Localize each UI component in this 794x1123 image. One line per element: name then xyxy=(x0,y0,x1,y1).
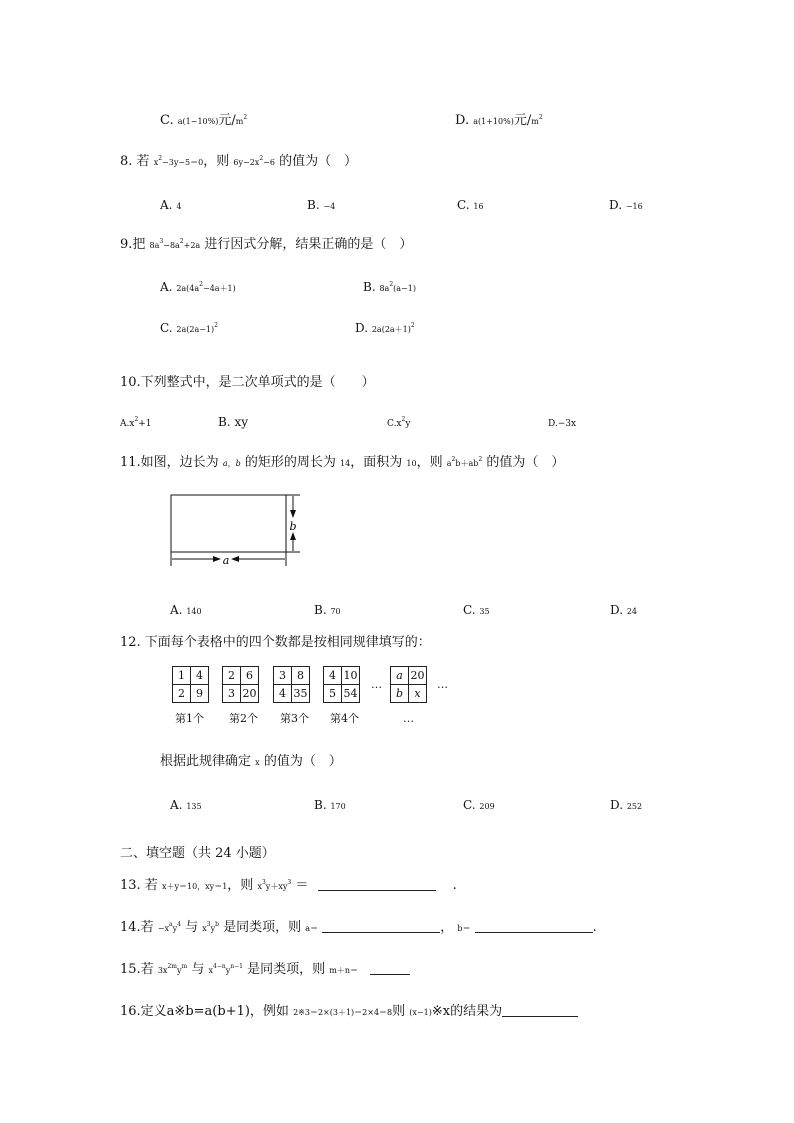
q15-answer-blank[interactable] xyxy=(370,962,410,975)
q15-stem: 15.若 $3x^{2m}y^m$ 与 $x^{4-n}y^{n-1}$ 是同类项，则 m＋n＝ xyxy=(120,962,410,979)
q11-stem: 11.如图，边长为 a，b 的矩形的周长为 14，面积为 10，则 $a^2b+ab^2$ 的值为（ ） xyxy=(120,455,565,470)
q14-answer-a-blank[interactable] xyxy=(322,920,440,933)
number-table-1: 1 4 2 9 xyxy=(172,666,209,703)
q8-option-a: A. 4 xyxy=(160,198,182,212)
q16-stem: 16.定义a※b=a(b+1)，例如 2※3＝2×(3＋1)＝2×4＝8则 (x−1)※x的结果为 xyxy=(120,1004,578,1021)
q9-stem: 9.把 $8a^3-8a^2+2a$ 进行因式分解，结果正确的是（ ） xyxy=(120,237,413,252)
q11-option-c: C. 35 xyxy=(463,603,490,617)
rectangle-figure xyxy=(166,490,302,572)
table-caption-2: 第2个 xyxy=(229,712,258,725)
q14-answer-b-blank[interactable] xyxy=(475,920,593,933)
number-table-5: a 20 b x xyxy=(390,666,427,703)
section-title: 二、填空题（共 24 小题） xyxy=(120,846,275,861)
q13-answer-blank[interactable] xyxy=(318,878,436,891)
table-caption-4: 第4个 xyxy=(330,712,359,725)
q8-option-d: D. −16 xyxy=(609,198,643,212)
q14-stem: 14.若 $-x^ay^4$ 与 $x^3y^b$ 是同类项，则 a＝ ， b＝ . xyxy=(120,920,597,935)
q9-option-c: C. $2a(2a-1)^2$ xyxy=(160,321,218,335)
q10-option-b: B. xy xyxy=(218,415,248,429)
q10-stem: 10.下列整式中，是二次单项式的是（ ） xyxy=(120,375,375,390)
number-table-3: 3 8 4 35 xyxy=(273,666,310,703)
q8-stem: 8. 若 $x^2-3y-5=0$，则 $6y-2x^2-6$ 的值为（ ） xyxy=(120,154,358,169)
figure-label-b: b xyxy=(289,520,297,533)
table-caption-3: 第3个 xyxy=(280,712,309,725)
q10-option-c: $C.x^2y$ xyxy=(387,416,411,429)
q8-option-c: C. 16 xyxy=(457,198,484,212)
table-caption-1: 第1个 xyxy=(175,712,204,725)
q13-stem: 13. 若 x＋y＝10，xy＝1，则 $x^3y+xy^3$ ＝ . xyxy=(120,878,457,893)
q9-option-b: B. $8a^2(a-1)$ xyxy=(363,280,416,294)
q11-option-b: B. 70 xyxy=(314,603,341,617)
q8-option-b: B. −4 xyxy=(307,198,336,212)
q12-option-b: B. 170 xyxy=(314,798,346,812)
q16-answer-blank[interactable] xyxy=(502,1004,578,1017)
number-table-4: 4 10 5 54 xyxy=(323,666,360,703)
q12-option-c: C. 209 xyxy=(463,798,495,812)
figure-label-a: a xyxy=(222,554,230,567)
q12-followup: 根据此规律确定 x 的值为（ ） xyxy=(160,754,342,769)
q12-option-d: D. 252 xyxy=(610,798,643,812)
q7-option-d: D. a(1+10%)元$/m^2$ xyxy=(455,113,543,128)
q12-stem: 12. 下面每个表格中的四个数都是按相同规律填写的： xyxy=(120,635,431,650)
table-caption-5: … xyxy=(403,712,414,725)
q12-option-a: A. 135 xyxy=(170,798,202,812)
table-ellipsis-end: … xyxy=(437,678,448,691)
q9-option-d: D. $2a(2a+1)^2$ xyxy=(355,321,415,335)
q10-option-a: $A.x^2+1$ xyxy=(120,416,152,429)
q11-option-a: A. 140 xyxy=(170,603,202,617)
table-ellipsis: … xyxy=(371,678,382,691)
q10-option-d: D.−3x xyxy=(548,419,577,429)
q9-option-a: A. $2a(4a^2-4a+1)$ xyxy=(160,280,236,294)
number-table-2: 2 6 3 20 xyxy=(222,666,259,703)
q7-option-c: C. a(1−10%)元$/m^2$ xyxy=(160,113,248,128)
q11-option-d: D. 24 xyxy=(610,603,638,617)
